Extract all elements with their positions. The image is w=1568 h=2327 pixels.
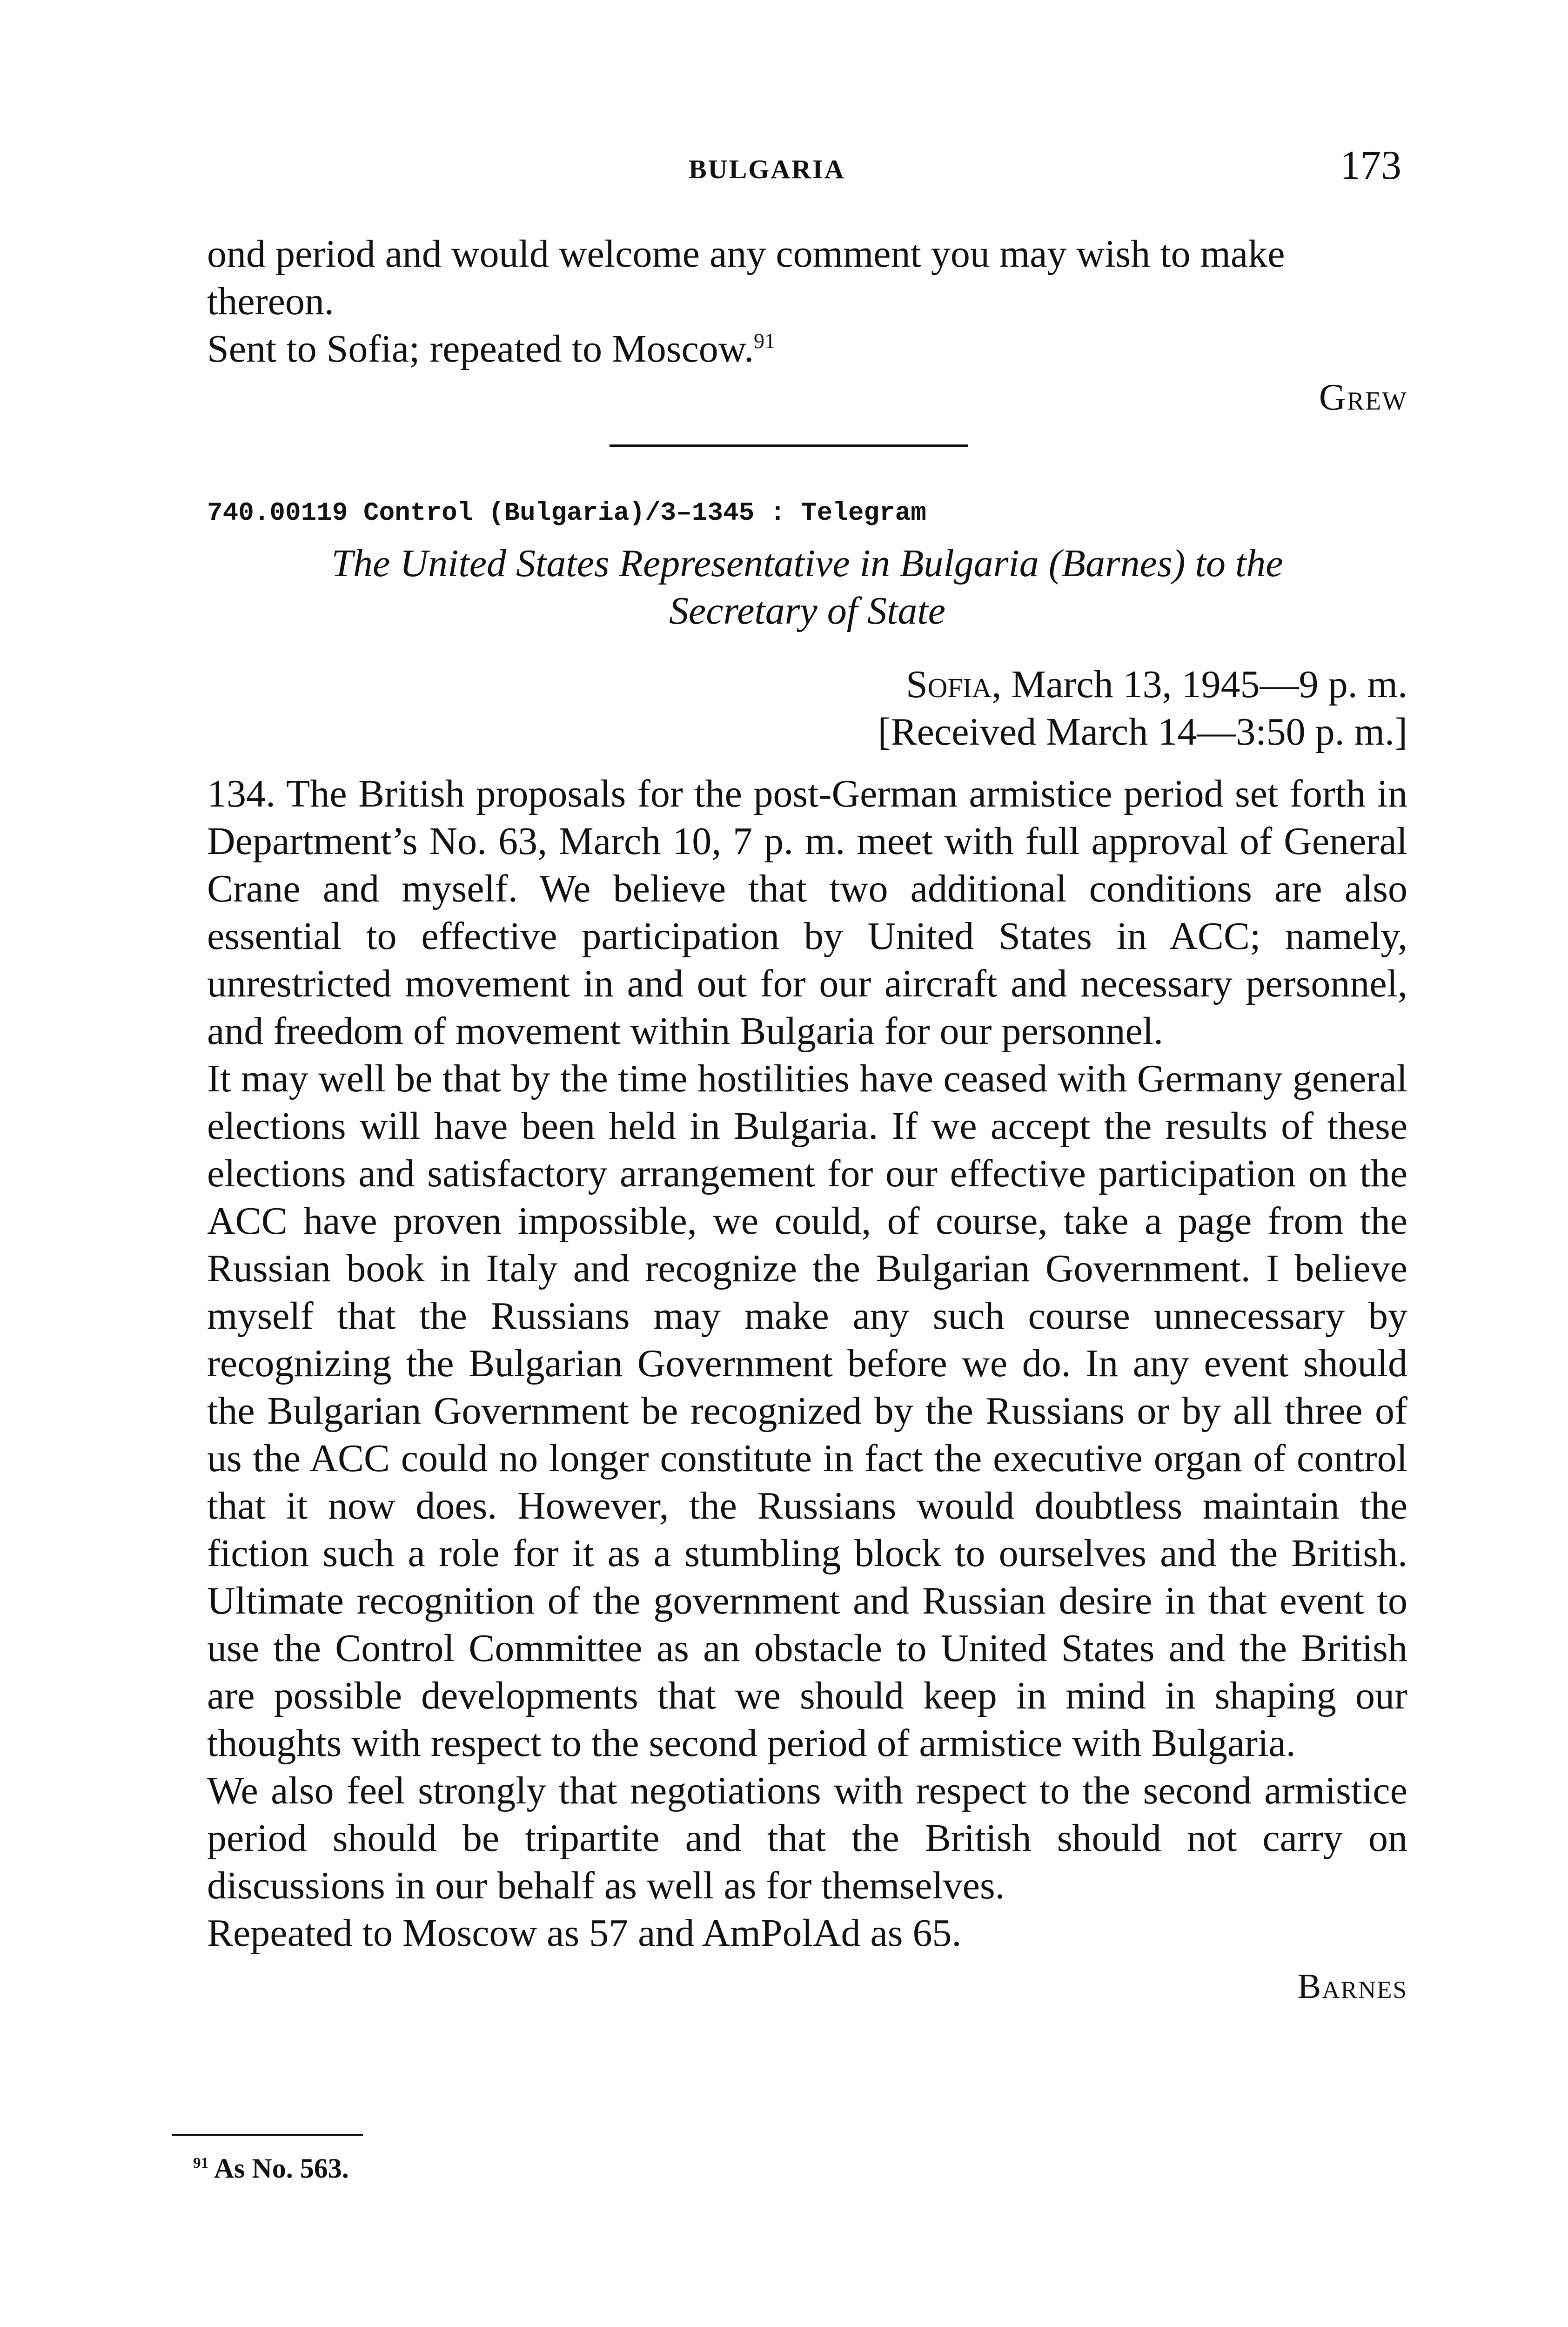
page-number: 173 [1340, 143, 1401, 188]
running-title: BULGARIA [689, 154, 845, 184]
signature-barnes: Barnes [1297, 1967, 1407, 2006]
sent-line [207, 325, 1407, 373]
footnote [193, 2152, 349, 2185]
paragraph: 134. The British proposals for the post-German armistice period set forth in Department’s No. 63, March 10, 7 p. m. meet with full approval of General Crane and myself. We believe that two additional conditions are also essential to effective participation by United States in ACC; namely, unrestricted movement in and out for our aircraft and necessary personnel, and freedom of movement within Bulgaria for our personnel. [207, 772, 1407, 1053]
footnote-text: As No. 563. [214, 2153, 349, 2184]
previous-document-continuation [207, 230, 1407, 419]
paragraph: We also feel strongly that negotiations with respect to the second armistice period should be tripartite and that the British should not carry on discussions in our behalf as well as for themselves. [207, 1769, 1407, 1907]
signature-grew: Grew [1319, 377, 1407, 418]
title-line: Secretary of State [669, 589, 946, 632]
document-title [207, 540, 1407, 635]
dateline-sent [878, 661, 1407, 708]
section-divider [610, 444, 968, 447]
sent-line-text: Sent to Sofia; repeated to Moscow. [207, 327, 754, 370]
footnote-ref: 91 [753, 329, 776, 353]
dateline-sent-time: March 13, 1945—9 p. m. [1011, 663, 1407, 706]
footnote-number: 91 [193, 2155, 208, 2172]
continuation-line: thereon. [207, 280, 334, 323]
dateline-place: Sofia, [906, 663, 1002, 706]
paragraph: It may well be that by the time hostilities have ceased with Germany general elections will have been held in Bulgaria. If we accept the results of these elections and satisfactory arrangement for our effective participation on the ACC have proven impossible, we could, of course, take a page from the Russian book in Italy and recognize the Bulgarian Government. I believe myself that the Russians may make any such course unnecessary by recognizing the Bulgarian Government before we do. In any event should the Bulgarian Government be recognized by the Russians or by all three of us the ACC could no longer constitute in fact the executive organ of control that it now does. However, the Russians would doubtless maintain the fiction such a role for it as a stumbling block to ourselves and the British. Ultimate recognition of the government and Russian desire in that event to use the Control Committee as an obstacle to United States and the British are possible developments that we should keep in mind in shaping our thoughts with respect to the second period of armistice with Bulgaria. [207, 1057, 1407, 1765]
footnote-rule [172, 2134, 363, 2136]
paragraph: Repeated to Moscow as 57 and AmPolAd as 65. [207, 1911, 962, 1955]
dateline [878, 661, 1407, 756]
file-reference: 740.00119 Control (Bulgaria)/3–1345 : Telegram [207, 498, 926, 528]
title-line: The United States Representative in Bulgaria (Barnes) to the [331, 542, 1283, 585]
continuation-line: ond period and would welcome any comment you may wish to make [207, 232, 1285, 276]
dateline-received: [Received March 14—3:50 p. m.] [878, 710, 1407, 753]
telegram-body [207, 770, 1407, 2007]
